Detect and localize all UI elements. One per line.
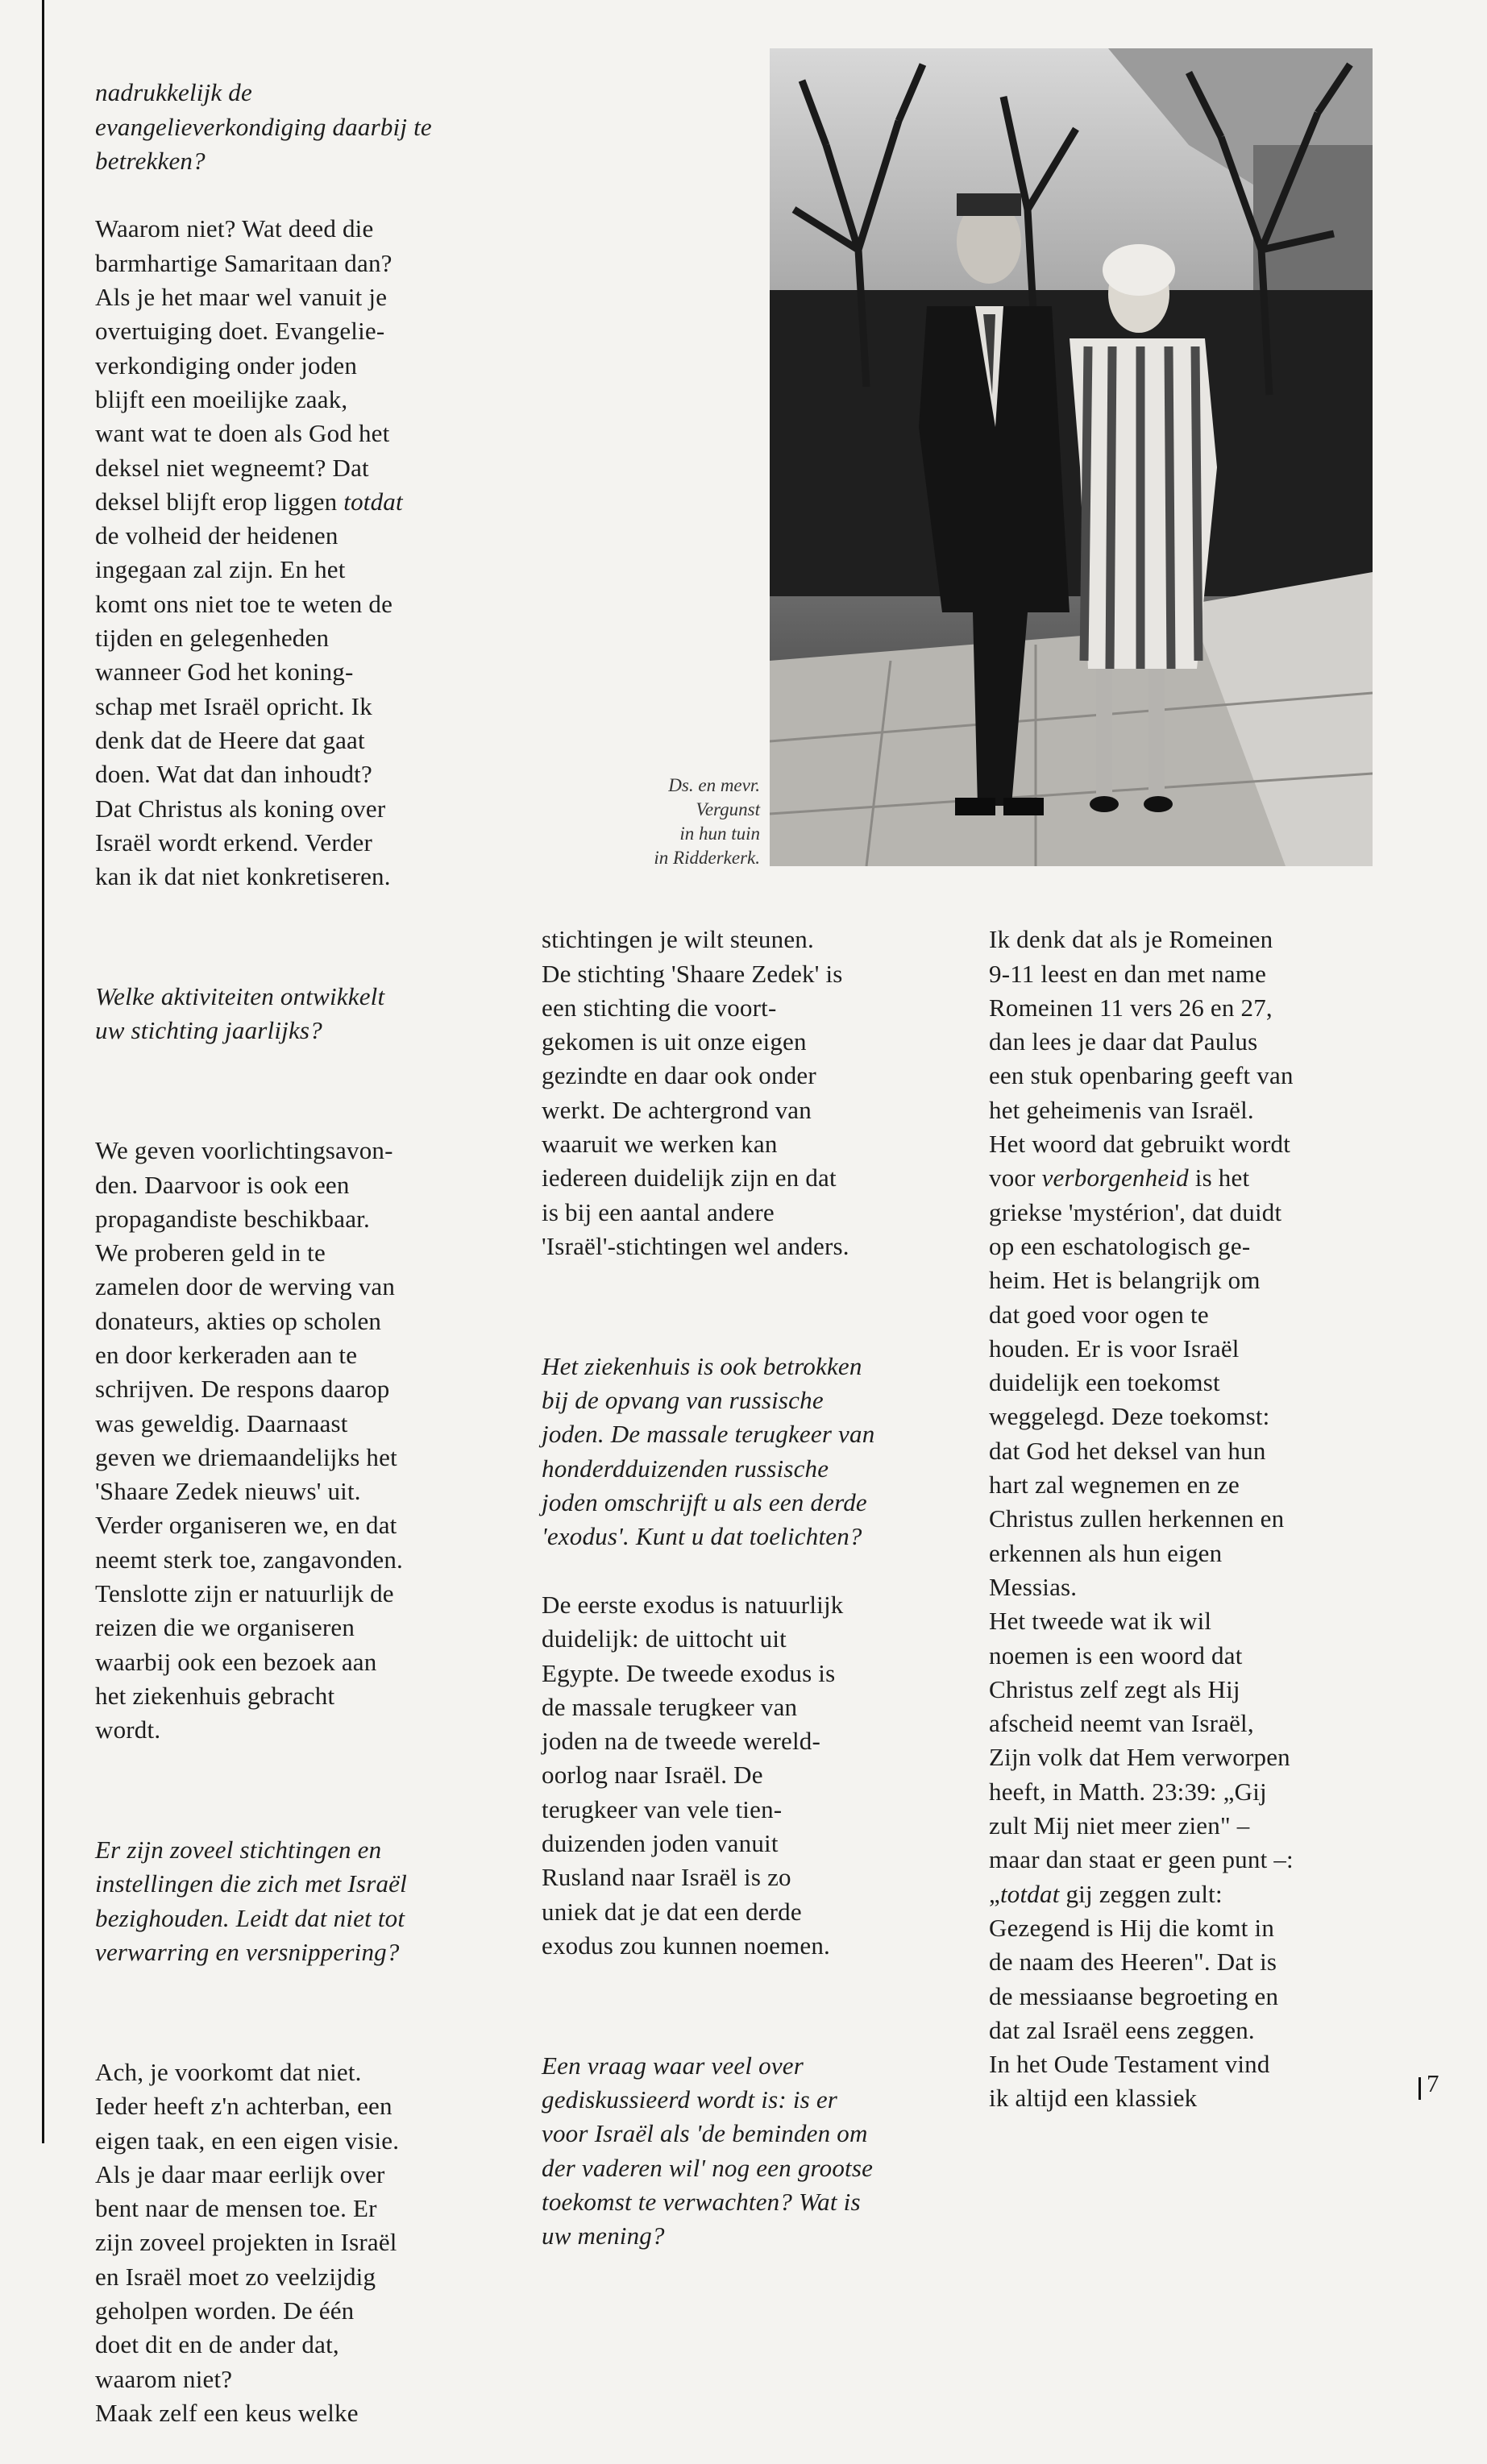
answer-4: De eerste exodus is natuurlijk duidelijk: de uittocht uit Egypte. De tweede exodus is de massale terugkeer van joden na de tweede wereld- oorlog naar Israël. De terugkeer van vele tien- duizenden joden vanuit Rusland naar Israël is zo uniek dat je dat een derde exodus zou kunnen noemen. <box>542 1590 844 1960</box>
question-1-tail: nadrukkelijk de evangelieverkondiging daarbij te betrekken? <box>95 78 432 175</box>
answer-5: Ik denk dat als je Romeinen 9-11 leest en dan met name Romeinen 11 vers 26 en 27, dan lees je daar dat Paulus een stuk openbaring geeft van het geheimenis van Israël. Het woord dat gebruikt wordt voor verborgenheid is het griekse 'mystérion', dat duidt op een eschatologisch ge- heim. Het is belangrijk om dat goed voor ogen te houden. Er is voor Israël duidelijk een toekomst weggelegd. Deze toekomst: dat God het deksel van hun hart zal wegnemen en ze Christus zullen herkennen en erkennen als hun eigen Messias. Het tweede wat ik wil noemen is een woord dat Christus zelf zegt als Hij afscheid neemt van Israël, Zijn volk dat Hem verworpen heeft, in Matth. 23:39: „Gij zult Mij niet meer zien" – maar dan staat er geen punt –: „totdat gij zeggen zult: Gezegend is Hij die komt in de naam des Heeren". Dat is de messiaanse begroeting en dat zal Israël eens zeggen. In het Oude Testament vind ik altijd een klassiek <box>989 925 1294 2113</box>
column-2 <box>542 889 953 2288</box>
column-3 <box>989 889 1400 2150</box>
answer-2: We geven voorlichtingsavon- den. Daarvoor is ook een propagandiste beschikbaar. We proberen geld in te zamelen door de werving van donateurs, akties op scholen en door kerkeraden aan te schrijven. De respons daarop was geweldig. Daarnaast geven we driemaandelijks het 'Shaare Zedek nieuws' uit. Verder organiseren we, en dat neemt sterk toe, zangavonden. Tenslotte zijn er natuurlijk de reizen die we organiseren waarbij ook een bezoek aan het ziekenhuis gebracht wordt. <box>95 1136 403 1744</box>
answer-3-continued: stichtingen je wilt steunen. De stichting 'Shaare Zedek' is een stichting die voort- gekomen is uit onze eigen gezindte en daar ook onder werkt. De achtergrond van waaruit we werken kan iedereen duidelijk zijn en dat is bij een aantal andere 'Israël'-stichtingen wel anders. <box>542 925 849 1260</box>
photo-caption: Ds. en mevr. Vergunst in hun tuin in Ridderkerk. <box>654 775 760 868</box>
page-number: 7 <box>1427 2069 1439 2097</box>
answer-1: Waarom niet? Wat deed die barmhartige Samaritaan dan? Als je het maar wel vanuit je overtuiging doet. Evangelie- verkondiging onder joden blijft een moeilijke zaak, want wat te doen als God het deksel niet wegneemt? Dat deksel blijft erop liggen totdat de volheid der heidenen ingegaan zal zijn. En het komt ons niet toe te weten de tijden en gelegenheden wanneer God het koning- schap met Israël opricht. Ik denk dat de Heere dat gaat doen. Wat dat dan inhoudt? Dat Christus als koning over Israël wordt erkend. Verder kan ik dat niet konkretiseren. <box>95 214 403 891</box>
column-1 <box>95 42 514 2464</box>
photo-illustration <box>770 48 1373 866</box>
answer-3: Ach, je voorkomt dat niet. Ieder heeft z'n achterban, een eigen taak, en een eigen visie. Als je daar maar eerlijk over bent naar de mensen toe. Er zijn zoveel projekten in Israël en Israël moet zo veelzijdig geholpen worden. De één doet dit en de ander dat, waarom niet? Maak zelf een keus welke <box>95 2057 400 2427</box>
question-5: Een vraag waar veel over gediskussieerd wordt is: is er voor Israël als 'de beminden om der vaderen wil' nog een grootse toekomst te verwachten? Wat is uw mening? <box>542 2051 874 2250</box>
photo-couple-in-garden <box>770 48 1373 866</box>
page-number-rule <box>1418 2077 1421 2100</box>
question-2: Welke aktiviteiten ontwikkelt uw stichting jaarlijks? <box>95 982 385 1045</box>
left-margin-rule <box>42 0 44 2143</box>
question-3: Er zijn zoveel stichtingen en instellingen die zich met Israël bezighouden. Leidt dat niet tot verwarring en versnippering? <box>95 1836 407 1967</box>
question-4: Het ziekenhuis is ook betrokken bij de opvang van russische joden. De massale terugkeer van honderdduizenden russische joden omschrijft u als een derde 'exodus'. Kunt u dat toelichten? <box>542 1351 875 1551</box>
